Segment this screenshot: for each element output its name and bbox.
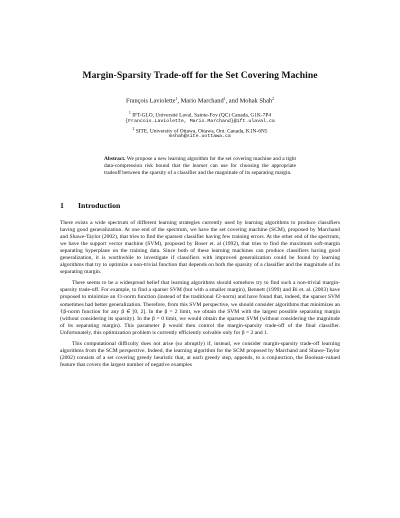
section-title: Introduction (78, 201, 121, 210)
abstract (104, 156, 296, 177)
abstract-label: Abstract. (104, 156, 126, 162)
author-name: François Laviolette (125, 97, 176, 105)
abstract-text: We propose a new learning algorithm for the set covering machine and a tight data-compression risk bound that the learner can use for choosing the appropriate tradeoff between the sparsity of a classifier and the magnitude of its separating margin. (104, 156, 296, 177)
affiliation-text: SITE, University of Ottawa, Ottawa, Ont. Canada, K1N-6N5 (135, 127, 268, 134)
affiliation-2-email-line (0, 133, 400, 141)
author-name: , and Mohak Shah (225, 97, 273, 105)
affiliation-mark: 1 (128, 111, 131, 115)
paragraph: There exists a wide spectrum of different learning strategies currently used by learning algorithms to produce classifiers having good generalization. At one end of the spectrum, we have the set covering machine (SCM), proposed by Marchand and Shawe-Taylor (2002), that tries to find the sparsest classifier having few training errors. At the other end of the spectrum, we have the support vector machine (SVM), proposed by Boser et. al (1992), that tries to find the maximum soft-margin separating hyperplane on the training data. Since both of these learning machines can produce classifiers having good generalization, it is worthwhile to investigate if classifiers with improved generalization could be found by learning algorithms that try to optimize a non-trivial function that depends on both the sparsity of a classifier and the magnitude of its separating margin. (60, 220, 340, 276)
affiliation-1-email-line (0, 118, 400, 126)
affiliation-email: mshah@site.uottawa.ca (169, 134, 231, 139)
author-name: , Mario Marchand (177, 97, 224, 105)
paragraph: This computational difficulty does not arise (so abruptly) if, instead, we consider margin-sparsity trade-off learning algorithms from the SCM perspective. Indeed, the learning algorithm for the SCM proposed by Marchand and Shawe-Taylor (2002) consists of a set covering greedy heuristic that, at each greedy step, appends, to a conjunction, the Boolean-valued feature that covers the largest number of negative examples (60, 340, 340, 368)
author-mark: 2 (272, 97, 275, 101)
section-heading (60, 201, 120, 210)
section-number: 1 (60, 201, 64, 210)
affiliation-email: {Francois.Laviolette, Mario.Marchand}@ift.ulaval.ca (125, 118, 275, 124)
paper-title: Margin-Sparsity Trade-off for the Set Covering Machine (82, 70, 318, 81)
affiliation-text: IFT-GLO, Université Laval, Sainte-Foy (QC) Canada, G1K-7P4 (132, 112, 272, 119)
paragraph: There seems to be a widespread belief that learning algorithms should somehow try to find such a non-trivial margin-sparsity trade-off. For example, to find a sparser SVM (but with a smaller margin), Bennett (1999) and Bi et. al. (2003) have proposed to minimize an ℓ1-norm function (instead of the traditional ℓ2-norm) and have found that, indeed, the sparser SVM sometimes had better generalization. Therefore, from this SVM perspective, we should consider algorithms that minimizes an ℓβ-norm function for any β ∈ [0, 2]. In the β = 2 limit, we obtain the SVM with the largest possible separating margin (without considering its sparsity). In the β = 0 limit, we would obtain the sparsest SVM (without considering the magnitude of its separating margin). This parameter β would then control the margin-sparsity trade-off of the final classifier. Unfortunately, this optimization problem is currently efficiently solvable only for β = 2 and 1. (60, 280, 340, 336)
author-mark: 1 (175, 97, 178, 101)
body-text (60, 220, 340, 369)
author-mark: 1 (223, 97, 226, 101)
affiliation-mark: 2 (132, 126, 135, 131)
author-list (0, 97, 400, 104)
